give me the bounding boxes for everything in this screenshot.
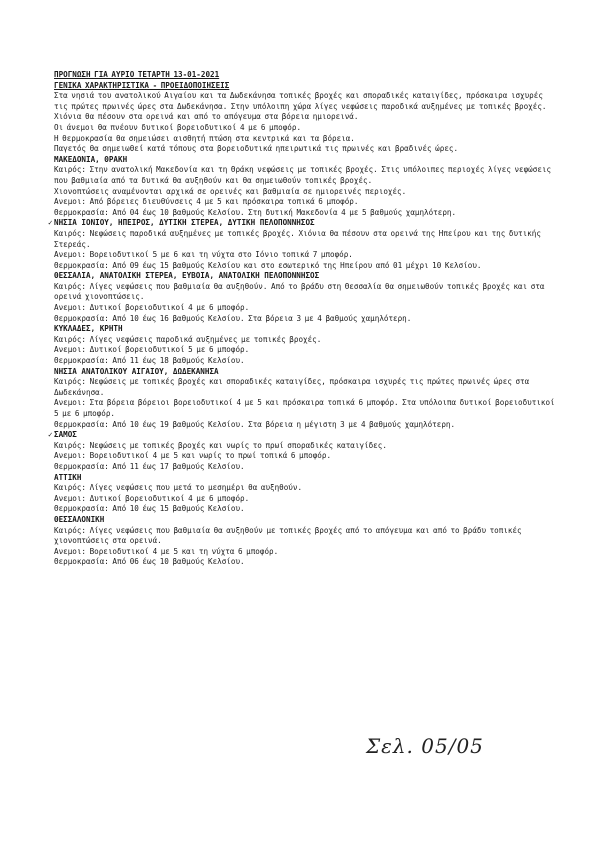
general-line: Στα νησιά του ανατολικού Αιγαίου και τα Δωδεκάνησα τοπικές βροχές και σποραδικές καταιγίδες, πρόσκαιρα ισχυρές τις πρώτες πρωινές ώρες στα Δωδεκάνησα. Στην υπόλοιπη χώρα λίγες νεφώσεις παροδικά αυξημένες με τοπικές βροχές. (54, 91, 547, 111)
region-title: ΚΥΚΛΑΔΕΣ, ΚΡΗΤΗ (54, 324, 123, 334)
general-line: Παγετός θα σημειωθεί κατά τόπους στα βορειοδυτικά ηπειρωτικά τις πρωινές και βραδινές ώρες. (54, 144, 459, 154)
checkmark-icon: ✓ (48, 218, 53, 228)
region-line: Ανεμοι: Δυτικοί βορειοδυτικοί 4 με 6 μποφόρ. (54, 493, 250, 503)
region-line: Καιρός: Λίγες νεφώσεις παροδικά αυξημένες με τοπικές βροχές. (54, 334, 322, 344)
region-section (54, 271, 559, 324)
region-section (54, 324, 559, 366)
region-line: Καιρός: Λίγες νεφώσεις που βαθμιαία θα αυξηθούν. Από το βράδυ στη Θεσσαλία θα σημειωθούν τοπικές βροχές και στα ορεινά χιονοπτώσεις. (54, 281, 545, 302)
region-line: Θερμοκρασία: Από 11 έως 17 βαθμούς Κελσίου. (54, 461, 245, 471)
region-line: Ανεμοι: Βορειοδυτικοί 4 με 5 και τη νύχτα 6 μποφόρ. (54, 546, 279, 556)
region-line: Θερμοκρασία: Από 10 έως 16 βαθμούς Κελσίου. Στα βόρεια 3 με 4 βαθμούς χαμηλότερη. (54, 313, 412, 323)
region-line: Καιρός: Νεφώσεις με τοπικές βροχές και σποραδικές καταιγίδες, πρόσκαιρα ισχυρές τις πρώτες πρωινές ώρες στα Δωδεκάνησα. (54, 377, 530, 397)
region-line: Ανεμοι: Από βόρειες διευθύνσεις 4 με 5 και πρόσκαιρα τοπικά 6 μποφόρ. (54, 197, 359, 207)
region-line: Καιρός: Νεφώσεις παροδικά αυξημένες με τοπικές βροχές. Χιόνια θα πέσουν στα ορεινά της Ηπείρου και της δυτικής Στερεάς. (54, 228, 541, 249)
region-line: Θερμοκρασία: Από 04 έως 10 βαθμούς Κελσίου. Στη δυτική Μακεδονία 4 με 5 βαθμούς χαμηλότερη. (54, 207, 457, 217)
checkmark-icon: ✓ (48, 430, 53, 440)
region-section (48, 430, 559, 472)
forecast-document (48, 70, 559, 568)
region-section (54, 515, 559, 568)
region-line: Θερμοκρασία: Από 06 έως 10 βαθμούς Κελσίου. (54, 557, 245, 567)
region-line: Χιονοπτώσεις αναμένονται αρχικά σε ορεινές και βαθμιαία σε ημιορεινές περιοχές. (54, 186, 407, 196)
region-line: Καιρός: Λίγες νεφώσεις που βαθμιαία θα αυξηθούν με τοπικές βροχές από το απόγευμα και από το βράδυ τοπικές χιονοπτώσεις στα ορεινά. (54, 525, 522, 546)
region-line: Καιρός: Νεφώσεις με τοπικές βροχές και νωρίς το πρωί σποραδικές καταιγίδες. (54, 440, 387, 450)
region-title: ΜΑΚΕΔΟΝΙΑ, ΘΡΑΚΗ (54, 154, 128, 164)
region-line: Ανεμοι: Βορειοδυτικοί 5 με 6 και τη νύχτα στο Ιόνιο τοπικά 7 μποφόρ. (54, 250, 353, 260)
region-line: Θερμοκρασία: Από 09 έως 15 βαθμούς Κελσίου και στο εσωτερικό της Ηπείρου από 01 μέχρι 10 Κελσίου. (54, 260, 482, 270)
region-line: Καιρός: Λίγες νεφώσεις που μετά το μεσημέρι θα αυξηθούν. (54, 483, 303, 493)
general-line: Η θερμοκρασία θα σημειώσει αισθητή πτώση στα κεντρικά και τα βόρεια. (54, 133, 355, 143)
region-section (54, 155, 559, 219)
region-line: Θερμοκρασία: Από 11 έως 18 βαθμούς Κελσίου. (54, 356, 245, 366)
region-title: ΘΕΣΣΑΛΙΑ, ΑΝΑΤΟΛΙΚΗ ΣΤΕΡΕΑ, ΕΥΒΟΙΑ, ΑΝΑΤΟΛΙΚΗ ΠΕΛΟΠΟΝΝΗΣΟΣ (54, 271, 320, 281)
region-line: Θερμοκρασία: Από 10 έως 15 βαθμούς Κελσίου. (54, 504, 245, 514)
general-line: Χιόνια θα πέσουν στα ορεινά και από το απόγευμα στα βόρεια ημιορεινά. (54, 112, 359, 122)
page-title: ΠΡΟΓΝΩΣΗ ΓΙΑ ΑΥΡΙΟ ΤΕΤΑΡΤΗ 13-01-2021 (54, 70, 220, 79)
region-section (54, 367, 559, 431)
region-title: ΘΕΣΣΑΛΟΝΙΚΗ (54, 514, 105, 524)
general-section (54, 91, 559, 155)
region-line: Καιρός: Στην ανατολική Μακεδονία και τη Θράκη νεφώσεις με τοπικές βροχές. Στις υπόλοιπες περιοχές λίγες νεφώσεις που βαθμιαία από τα δυτικά θα αυξηθούν και θα σημειωθούν τοπικές βροχές. (54, 165, 552, 185)
region-line: Θερμοκρασία: Από 10 έως 19 βαθμούς Κελσίου. Στα βόρεια η μέγιστη 3 με 4 βαθμούς χαμηλότερη. (54, 419, 456, 429)
general-heading: ΓΕΝΙΚΑ ΧΑΡΑΚΤΗΡΙΣΤΙΚΑ - ΠΡΟΕΙΔΟΠΟΙΗΣΕΙΣ (54, 80, 230, 90)
region-title: ΝΗΣΙΑ ΙΟΝΙΟΥ, ΗΠΕΙΡΟΣ, ΔΥΤΙΚΗ ΣΤΕΡΕΑ, ΔΥΤΙΚΗ ΠΕΛΟΠΟΝΝΗΣΟΣ (54, 218, 315, 228)
region-section (48, 218, 559, 271)
region-title: ΑΤΤΙΚΗ (54, 472, 82, 482)
general-line: Οι άνεμοι θα πνέουν δυτικοί βορειοδυτικοί 4 με 6 μποφόρ. (54, 122, 302, 132)
region-line: Ανεμοι: Δυτικοί βορειοδυτικοί 4 με 6 μποφόρ. (54, 303, 250, 313)
regions-list (48, 154, 559, 568)
region-section (54, 473, 559, 515)
handwritten-page-number: Σελ. 05/05 (366, 734, 484, 758)
region-line: Ανεμοι: Βορειοδυτικοί 4 με 5 και νωρίς το πρωί τοπικά 6 μποφόρ. (54, 451, 332, 461)
region-line: Ανεμοι: Στα βόρεια βόρειοι βορειοδυτικοί 4 με 5 και πρόσκαιρα τοπικά 6 μποφόρ. Στα υπόλοιπα δυτικοί βορειοδυτικοί 5 με 6 μποφόρ. (54, 398, 555, 418)
region-title: ΝΗΣΙΑ ΑΝΑΤΟΛΙΚΟΥ ΑΙΓΑΙΟΥ, ΔΩΔΕΚΑΝΗΣΑ (54, 366, 219, 376)
region-title: ΣΑΜΟΣ (54, 430, 77, 440)
region-line: Ανεμοι: Δυτικοί βορειοδυτικοί 5 με 6 μποφόρ. (54, 345, 250, 355)
